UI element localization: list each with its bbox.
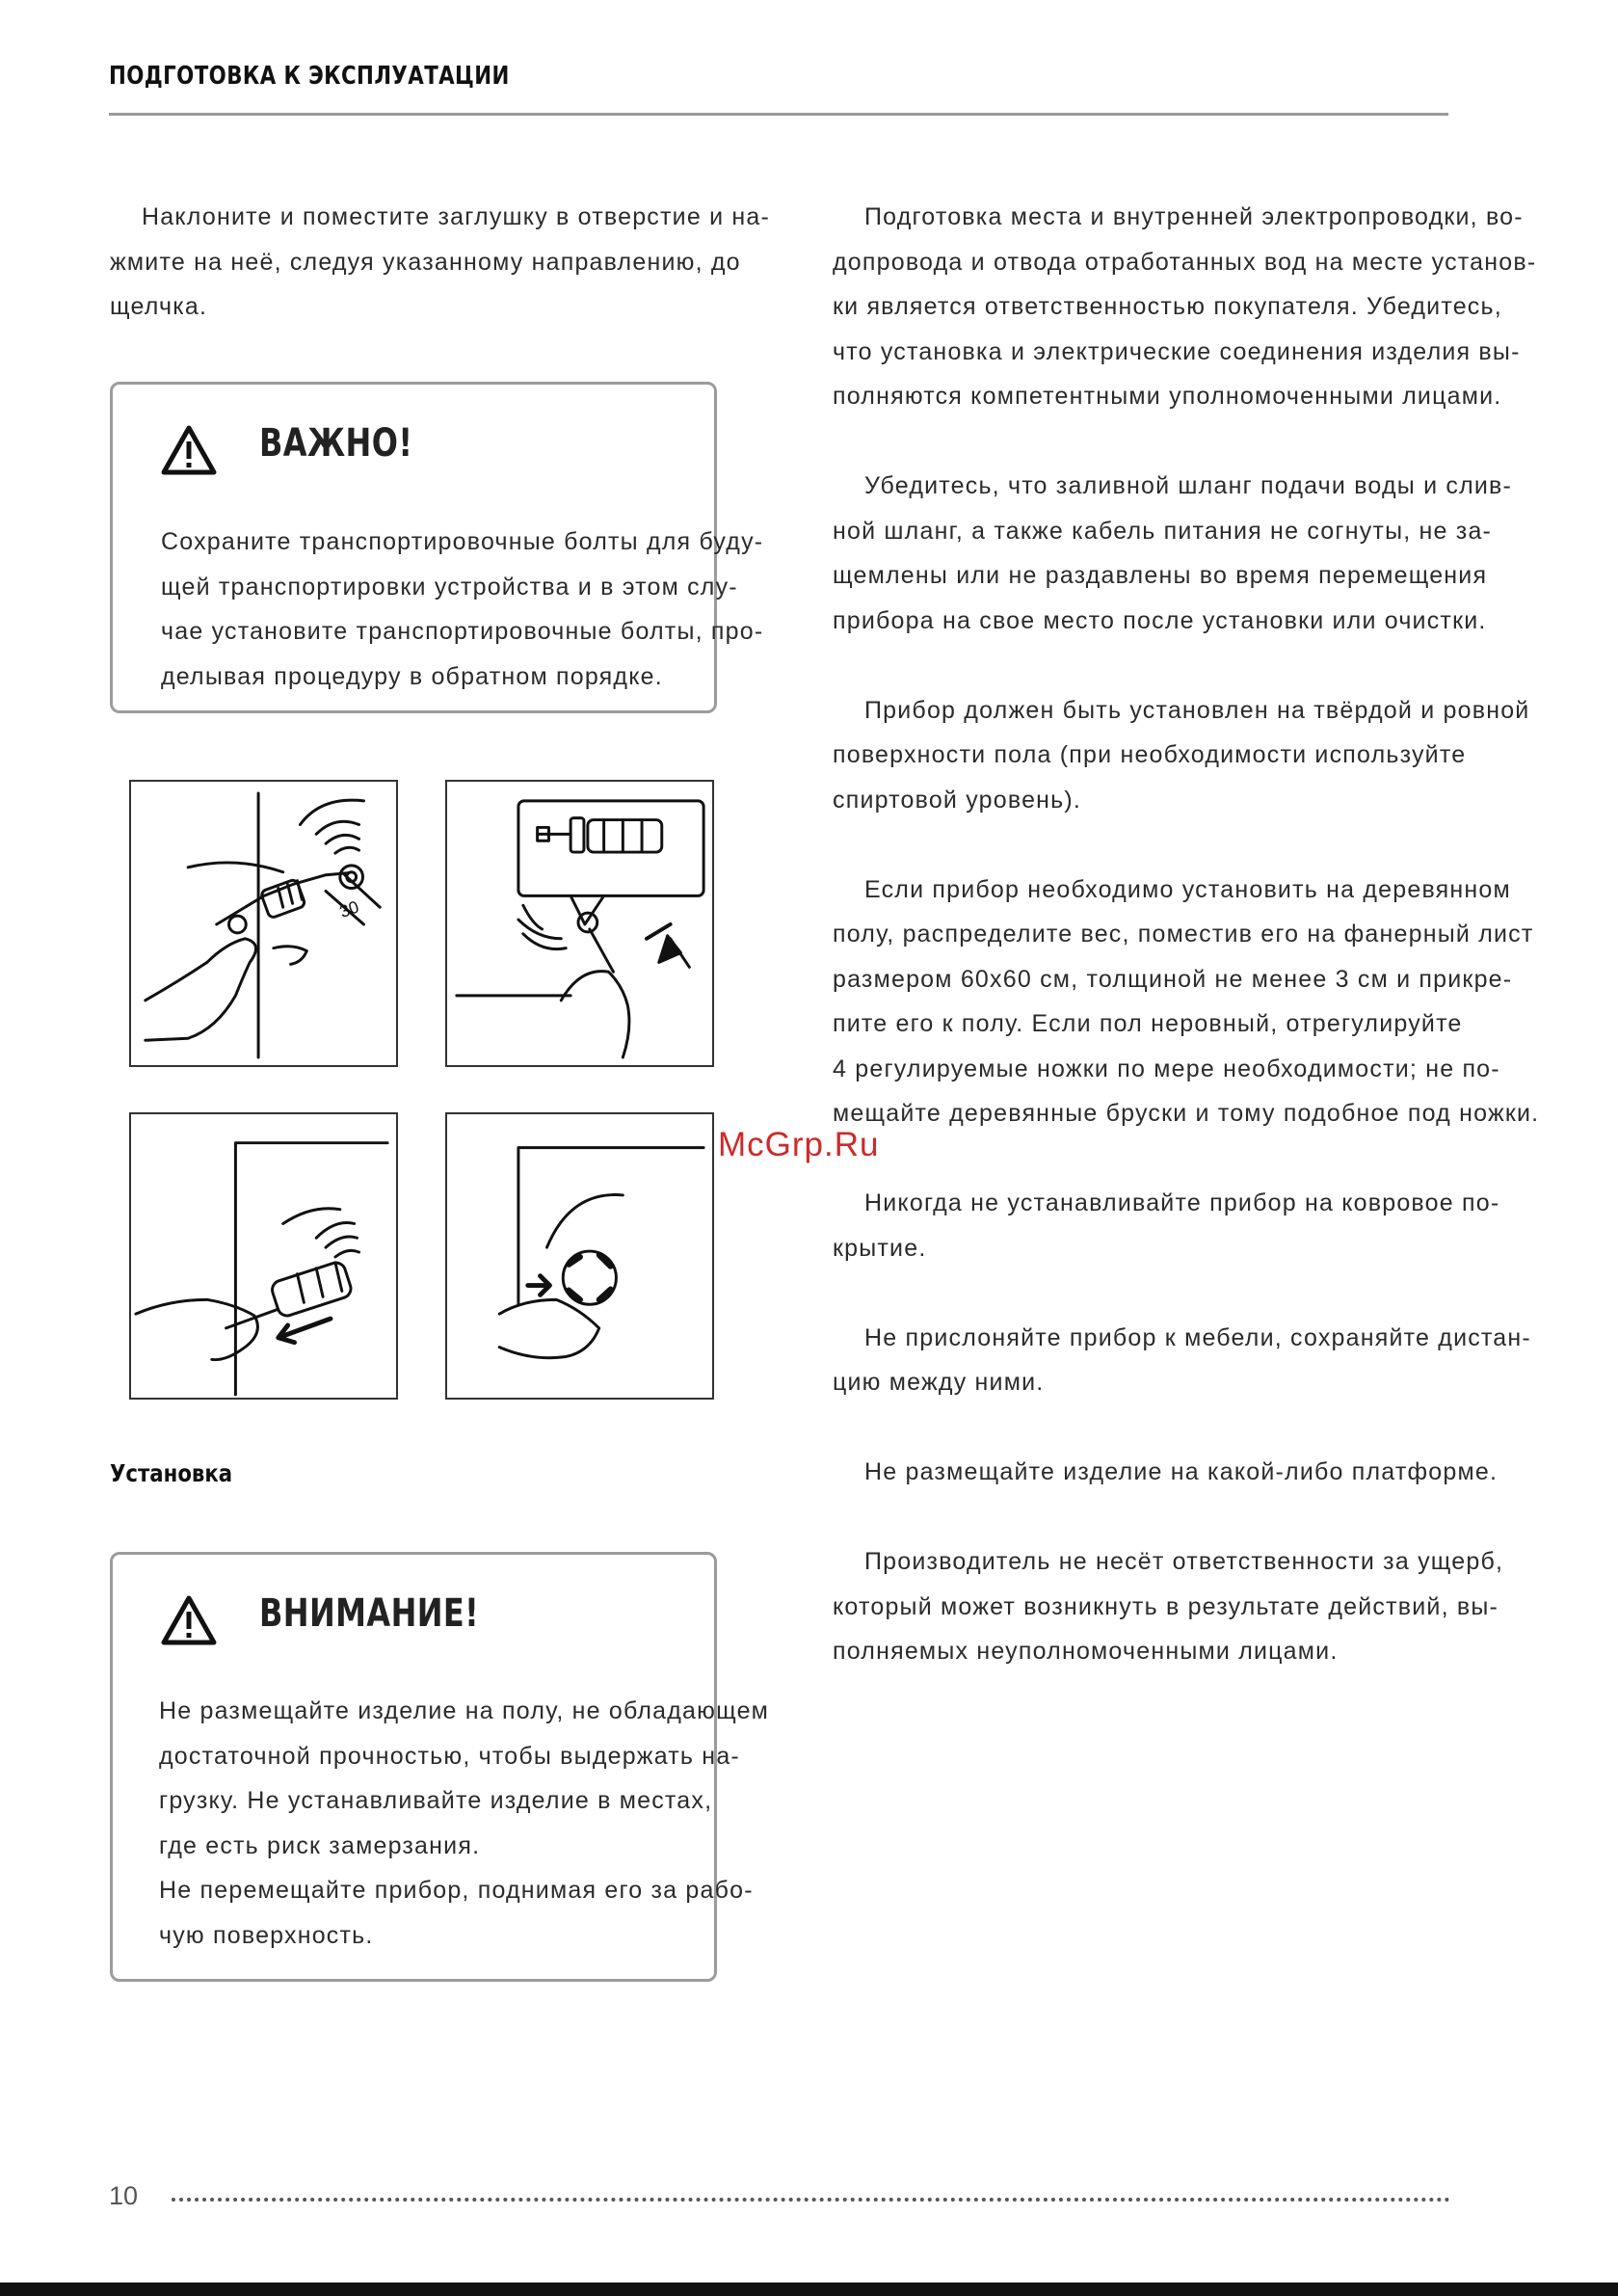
- right-column-text: [833, 195, 1539, 1674]
- text-line: спиртовой уровень).: [833, 786, 1082, 814]
- text-line: Не размещайте изделие на какой-либо платформе.: [864, 1458, 1499, 1485]
- illustration-remove-transport-bolt: [129, 780, 398, 1067]
- warning-triangle-icon: [161, 425, 217, 475]
- text-line: где есть риск замерзания.: [159, 1831, 481, 1859]
- text-line: что установка и электрические соединения изделия вы-: [833, 337, 1521, 365]
- text-line: поверхности пола (при необходимости используйте: [833, 741, 1467, 768]
- text-line: Наклоните и поместите заглушку в отверстие и на-: [142, 203, 771, 230]
- text-line: Не перемещайте прибор, поднимая его за рабо-: [159, 1877, 754, 1904]
- text-line: полняются компетентными уполномоченными лицами.: [833, 383, 1502, 410]
- header-divider: [109, 113, 1448, 116]
- text-line: крытие.: [833, 1234, 927, 1262]
- text-line: достаточной прочностью, чтобы выдержать на-: [159, 1742, 740, 1770]
- text-line: чую поверхность.: [159, 1921, 374, 1949]
- attention-notice-box: [110, 1552, 770, 1982]
- text-line: чае установите транспортировочные болты, про-: [161, 618, 764, 645]
- text-line: Подготовка места и внутренней электропроводки, во-: [864, 203, 1524, 230]
- text-line: Не прислоняйте прибор к мебели, сохраняйте дистан-: [864, 1323, 1531, 1351]
- text-line: щелчка.: [110, 293, 208, 320]
- text-line: щемлены или не раздавлены во время перемещения: [833, 562, 1488, 589]
- important-title: ВАЖНО!: [259, 421, 413, 466]
- text-line: грузку. Не устанавливайте изделие в местах,: [159, 1787, 713, 1814]
- text-line: Если прибор необходимо установить на деревянном: [864, 875, 1511, 903]
- text-line: жмите на неё, следуя указанному направлению, до: [110, 248, 741, 276]
- text-line: ки является ответственностью покупателя. Убедитесь,: [833, 293, 1502, 320]
- text-line: ной шланг, а также кабель питания не согнуты, не за-: [833, 517, 1493, 545]
- text-line: щей транспортировки устройства и в этом слу-: [161, 573, 738, 601]
- text-line: 4 регулируемые ножки по мере необходимости; не по-: [833, 1055, 1500, 1082]
- attention-text: [159, 1689, 769, 1958]
- warning-triangle-icon: [161, 1595, 217, 1645]
- text-line: мещайте деревянные бруски и тому подобное под ножки.: [833, 1100, 1540, 1127]
- text-line: который может возникнуть в результате действий, вы-: [833, 1592, 1499, 1620]
- illustration-insert-plug: [445, 1112, 714, 1400]
- important-notice-box: [110, 382, 764, 713]
- text-line: полу, распределите вес, поместив его на фанерный лист: [833, 921, 1534, 948]
- text-line: Производитель не несёт ответственности за ущерб,: [864, 1548, 1504, 1575]
- page-section-title: ПОДГОТОВКА К ЭКСПЛУАТАЦИИ: [109, 62, 510, 91]
- watermark-text: McGrp.Ru: [718, 1126, 880, 1163]
- illustration-pull-bolt-out: [129, 1112, 398, 1400]
- bottom-edge-bar: [0, 2283, 1618, 2296]
- text-line: Не размещайте изделие на полу, не обладающем: [159, 1697, 770, 1724]
- important-text: [161, 520, 763, 699]
- text-line: цию между ними.: [833, 1369, 1045, 1396]
- footer-dotted-rule: [172, 2198, 1450, 2202]
- text-line: пите его к полу. Если пол неровный, отрегулируйте: [833, 1010, 1463, 1037]
- text-line: Никогда не устанавливайте прибор на ковровое по-: [864, 1189, 1500, 1216]
- text-line: допровода и отвода отработанных вод на месте установ-: [833, 248, 1537, 276]
- text-line: Прибор должен быть установлен на твёрдой и ровной: [864, 696, 1530, 724]
- text-line: делывая процедуру в обратном порядке.: [161, 662, 663, 690]
- text-line: Сохраните транспортировочные болты для буду-: [161, 528, 764, 555]
- text-line: полняемых неуполномоченными лицами.: [833, 1638, 1339, 1665]
- attention-title: ВНИМАНИЕ!: [259, 1591, 480, 1636]
- installation-heading: Установка: [110, 1459, 233, 1487]
- text-line: Убедитесь, что заливной шланг подачи воды и слив-: [864, 472, 1513, 499]
- dimension-label: 30: [336, 896, 362, 921]
- page-number: 10: [109, 2181, 139, 2210]
- left-intro-paragraph: [110, 195, 770, 330]
- text-line: размером 60x60 см, толщиной не менее 3 см и прикре-: [833, 965, 1513, 993]
- illustration-insert-bolt-arrow: [445, 780, 714, 1067]
- text-line: прибора на свое место после установки или очистки.: [833, 606, 1487, 634]
